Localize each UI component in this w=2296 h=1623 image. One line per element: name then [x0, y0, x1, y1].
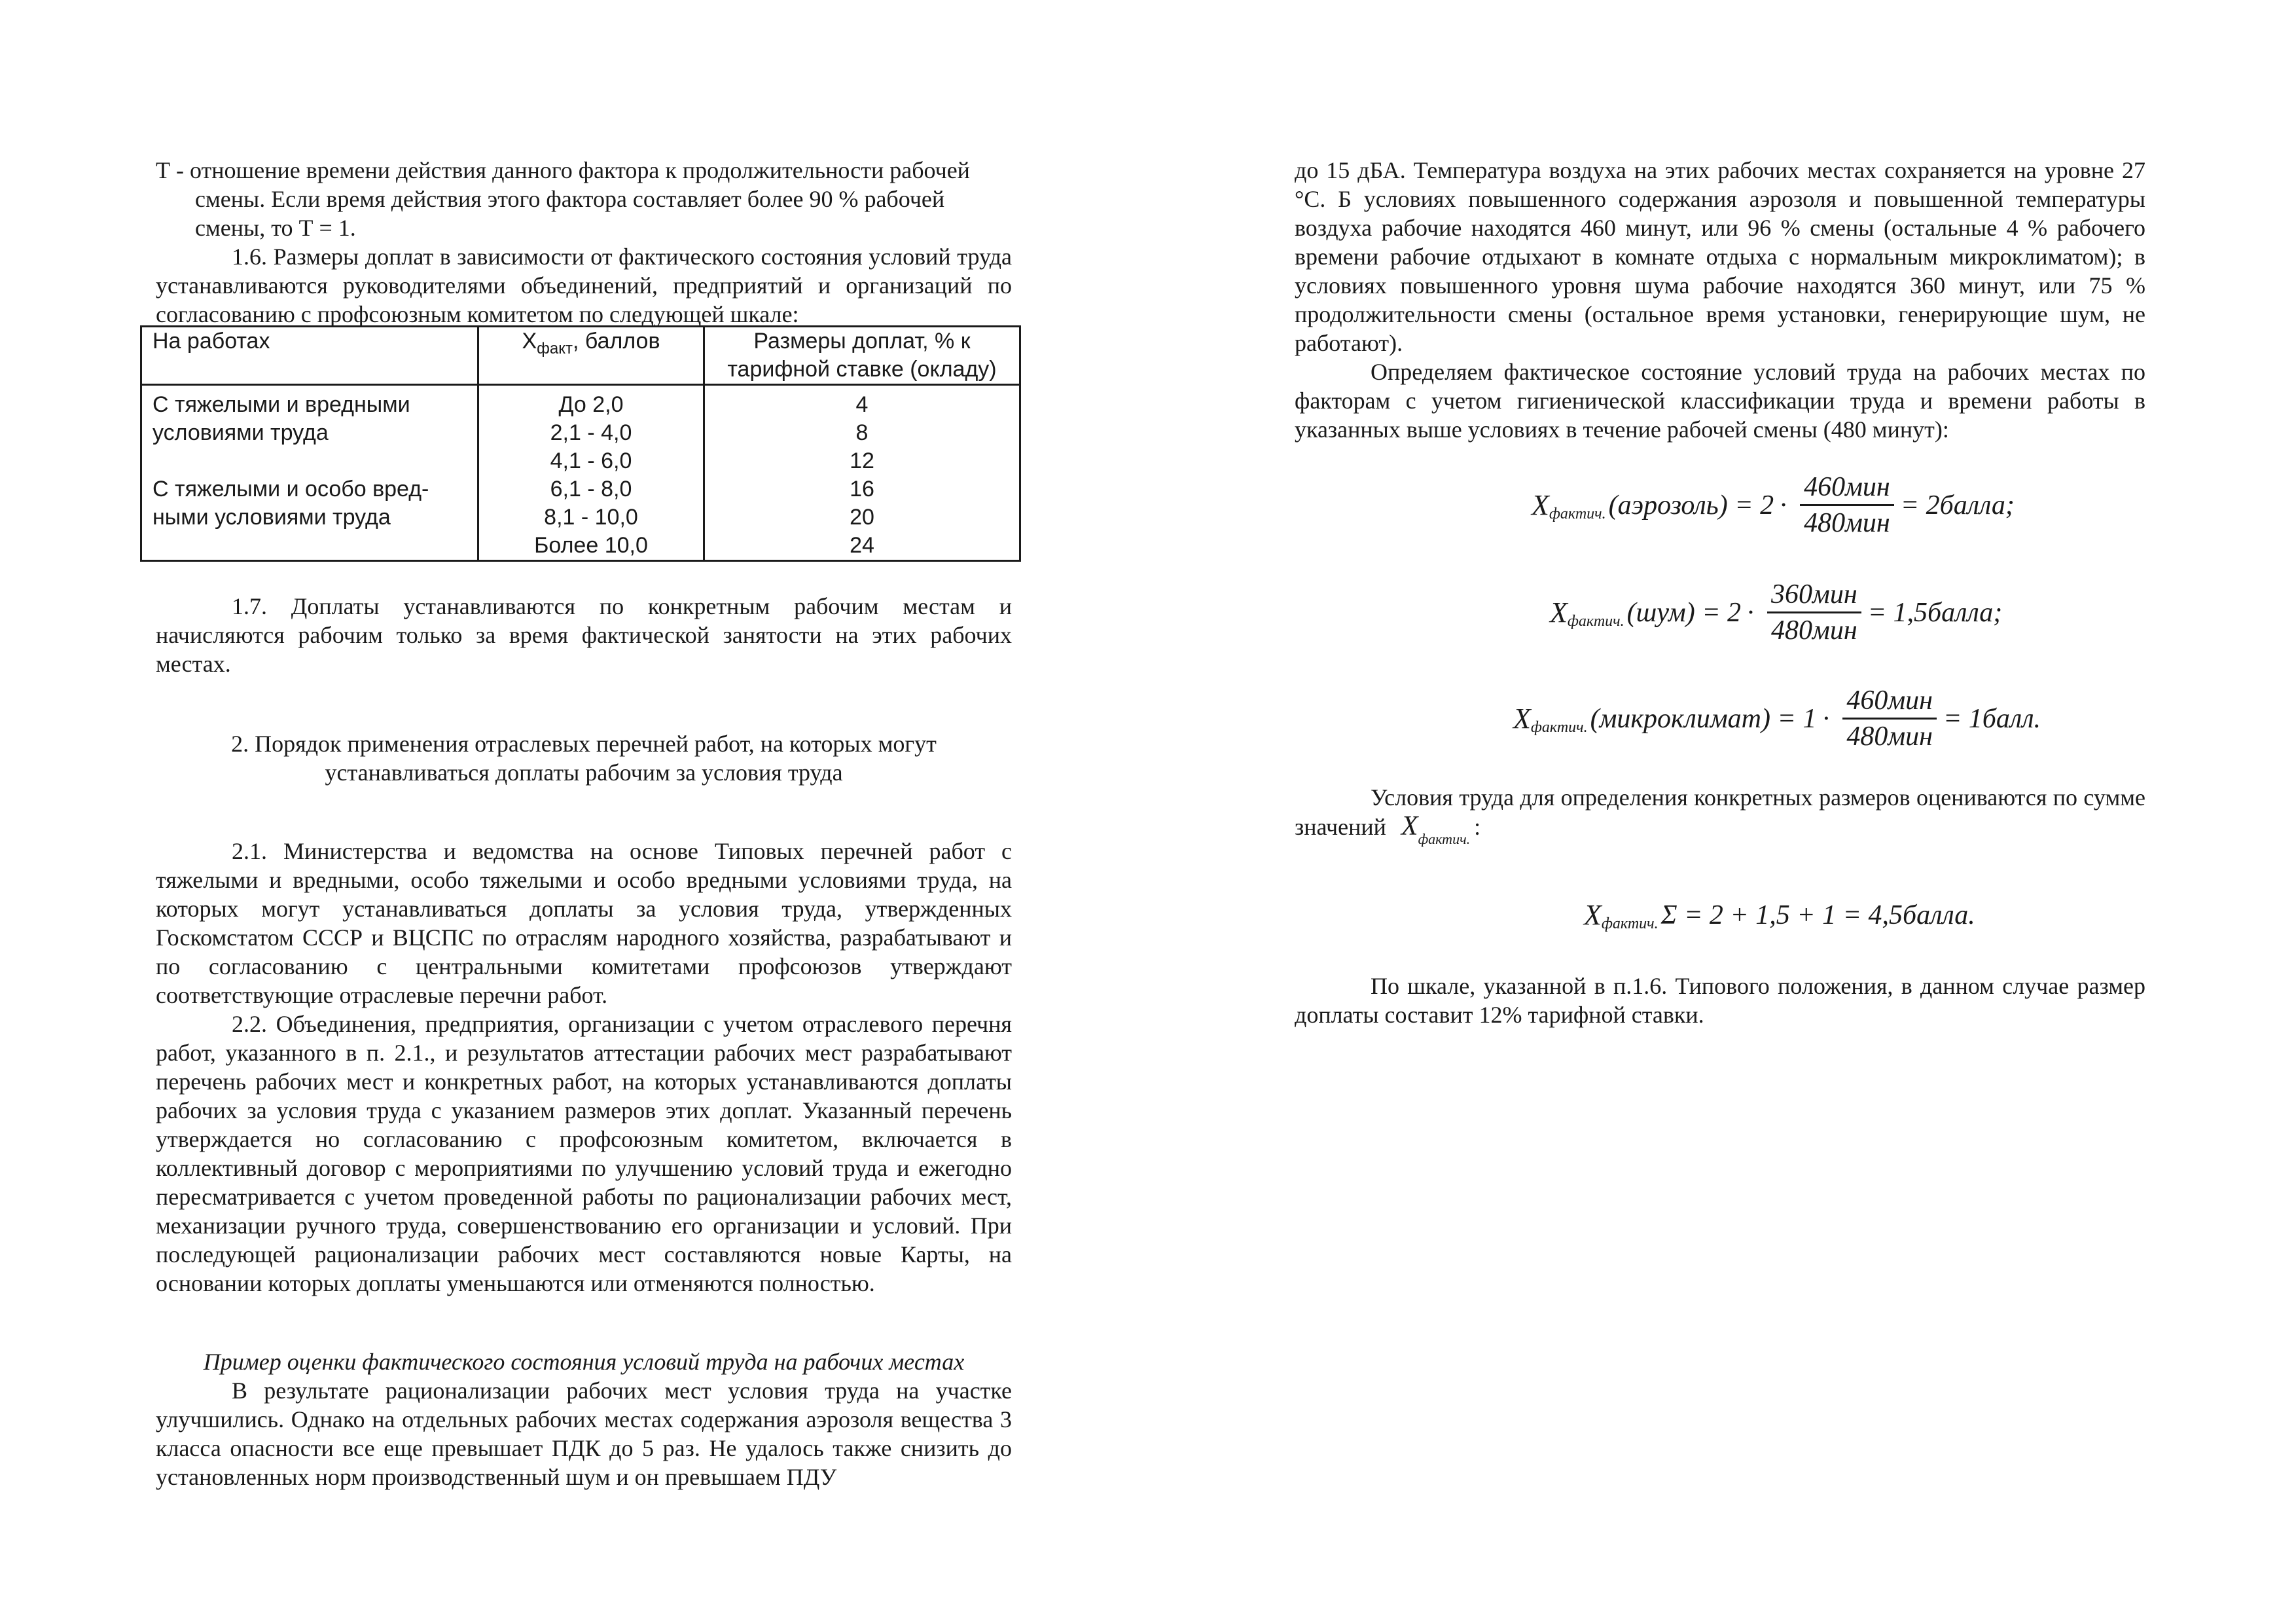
formula-total: X фактич. Σ = 2 + 1,5 + 1 = 4,5балла.	[1584, 899, 1975, 932]
sum-intro: Условия труда для определения конкретных размеров оцениваются по сумме значений $X_{фактич.}$ :	[1295, 784, 2145, 847]
t-definition: Т - отношение времени действия данного фактора к продолжительности рабочей смены. Если время действия этого фактора составляет более 90 % рабочей смены, то Т = 1.	[156, 157, 970, 241]
table-header-row	[141, 327, 1020, 385]
paragraph-2-1: 2.1. Министерства и ведомства на основе Типовых перечней работ с тяжелыми и вредными, особо тяжелыми и особо вредными условиями труда, на которых могут устанавливаться доплаты за условия труда, утвержденных Госкомстатом СССР и ВЦСПС по отраслям народного хозяйства, разрабатывают и по согласованию с центральными комитетами профсоюзов утверждают соответствующие отраслевые перечни работ.	[156, 838, 1012, 1008]
right-column	[1295, 156, 2145, 444]
paragraph-1-6: 1.6. Размеры доплат в зависимости от фактического состояния условий труда устанавливаются руководителями объединений, предприятий и организаций по согласованию с профсоюзным комитетом по следующей шкале:	[156, 244, 1012, 327]
left-column-top	[156, 156, 1012, 329]
section-2-heading: 2. Порядок применения отраслевых перечней работ, на которых могут устанавливаться доплаты рабочим за условия труда	[231, 731, 937, 786]
surcharge-table	[140, 325, 1021, 562]
continuation-paragraph: до 15 дБА. Температура воздуха на этих рабочих местах сохраняется на уровне 27 °С. Б условиях повышенного содержания аэрозоля и повышенной температуры воздуха рабочие находятся 460 минут, или 96 % смены (остальные 4 % рабочего времени рабочие отдыхают в комнате отдыха с нормальным микроклиматом); в условиях повышенного уровня шума рабочие находятся 360 минут, или 75 % продолжительности смены (остальное время установки, генерирующие шум, не работают).	[1295, 157, 2145, 356]
example-heading: Пример оценки фактического состояния условий труда на рабочих местах	[203, 1349, 965, 1375]
table-row: С тяжелыми и особо вред- 6,1 - 8,0 16	[141, 475, 1020, 503]
table-row: С тяжелыми и вредными До 2,0 4	[141, 391, 1020, 419]
header-work: На работах	[141, 327, 478, 385]
header-score: $Х_{факт}$, баллов	[478, 327, 704, 385]
paragraph-1-7: 1.7. Доплаты устанавливаются по конкретным рабочим местам и начисляются рабочим только за время фактической занятости на этих рабочих местах.	[156, 593, 1012, 677]
table-row: Более 10,0 24	[141, 532, 1020, 561]
header-surcharge: Размеры доплат, % к тарифной ставке (окладу)	[704, 327, 1020, 385]
sum-intro-text: Условия труда для определения конкретных размеров оцениваются по сумме значений	[1295, 784, 2145, 840]
table-row: ными условиями труда 8,1 - 10,0 20	[141, 503, 1020, 532]
formula-microclimate: X фактич. (микроклимат) = 1 · $\frac{\text{460мин}}{\text{480мин}}$ = 1балл.	[1513, 684, 2041, 754]
paragraph-2-2: 2.2. Объединения, предприятия, организации с учетом отраслевого перечня работ, указанного в п. 2.1., и результатов аттестации рабочих мест разрабатывают перечень рабочих мест и конкретных работ, на которых устанавливаются доплаты рабочих за условия труда с указанием размеров этих доплат. Указанный перечень утверждается но согласованию с профсоюзным комитетом, включается в коллективный договор с мероприятиями по улучшению условий труда и ежегодно пересматривается с учетом проведенной работы по рационализации рабочих мест, механизации ручного труда, совершенствованию его организации и условий. При последующей рационализации рабочих мест составляются новые Карты, на основании которых доплаты уменьшаются или отменяются полностью.	[156, 1011, 1012, 1296]
define-paragraph: Определяем фактическое состояние условий труда на рабочих местах по факторам с учетом гигиенической классификации труда и времени работы в указанных выше условиях в течение рабочей смены (480 минут):	[1295, 359, 2145, 443]
conclusion-block	[1295, 972, 2145, 1029]
formula-aerosol: X фактич. (аэрозоль) = 2 · $\frac{\text{460мин}}{\text{480мин}}$ = 2балла;	[1532, 470, 2015, 540]
formula-noise: X фактич. (шум) = 2 · $\frac{\text{360мин}}{\text{480мин}}$ = 1,5балла;	[1550, 577, 2002, 647]
table-row: 4,1 - 6,0 12	[141, 447, 1020, 475]
left-column-bottom	[156, 592, 1012, 1491]
table-row: условиями труда 2,1 - 4,0 8	[141, 419, 1020, 447]
conclusion-paragraph: По шкале, указанной в п.1.6. Типового положения, в данном случае размер доплаты составит 12% тарифной ставки.	[1295, 973, 2145, 1028]
example-paragraph: В результате рационализации рабочих мест условия труда на участке улучшились. Однако на отдельных рабочих местах содержания аэрозоля вещества 3 класса опасности все еще превышает ПДК до 5 раз. Не удалось также снизить до установленных норм производственный шум и он превышаем ПДУ	[156, 1377, 1012, 1490]
